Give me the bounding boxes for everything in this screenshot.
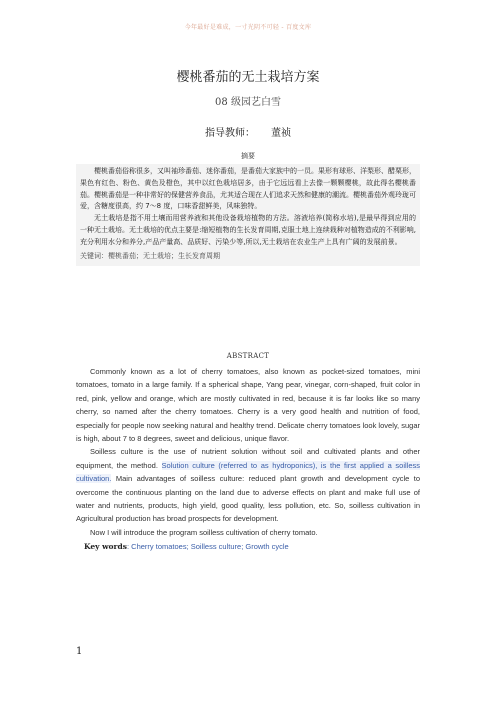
en-keywords-label: Key words <box>84 542 127 552</box>
en-p2-highlight: Solution culture (referred to as hydroponics), is the first applied a soilless cultivation. <box>76 460 420 484</box>
en-keywords-values: : Cherry tomatoes; Soilless culture; Growth cycle <box>126 542 289 552</box>
en-abstract-heading: ABSTRACT <box>226 352 270 360</box>
cn-abstract-paragraph-1: 樱桃番茄俗称很多，又叫袖珍番茄、迷你番茄，是番茄大家族中的一员。果形有球形、洋梨形、醋栗形，果色有红色、粉色、黄色及橙色，其中以红色栽培居多，由于它远远看上去像一颗颗樱桃，故此得名樱桃番茄。樱桃番茄是一种非常好的保健营养食品，尤其适合现在人们追求天然和健康的潮流。樱桃番茄外观玲珑可爱，含糖度很高，约 7～8 度，口味香甜鲜美，风味独特。 <box>80 167 416 211</box>
author-line: 08 级园艺白雪 <box>215 97 281 108</box>
advisor-label: 指导教师： <box>205 128 255 139</box>
en-abstract-paragraph-1: Commonly known as a lot of cherry tomatoes, also known as pocket-sized tomatoes, mini tomatoes, tomato in a large family. If a spherical shape, Yang pear, vinegar, corn-shaped, fruit color in red, pink, yellow and orange, which are mostly cultivated in red, because it is far looks like so many cherry, so named after the cherry tomatoes. Cherry is a very good health and nutrition of food, especially for people now seeking natural and healthy trend. Delicate cherry tomatoes look lovely, sugar is high, about 7 to 8 degrees, sweet and delicious, unique flavor. <box>76 367 420 444</box>
en-abstract-block <box>76 365 420 553</box>
en-p2-start: Soilless culture is the use of nutrient solution without soil and cultivated plants and other equipment, the method. <box>76 447 420 470</box>
cn-keywords: 关键词：樱桃番茄；无土栽培；生长发育周期 <box>80 251 220 260</box>
watermark-banner: 今年最好是难成，一寸光阴不可轻 - 百度文库 <box>184 24 312 31</box>
document-title: 樱桃番茄的无土栽培方案 <box>176 70 320 85</box>
cn-abstract-paragraph-2: 无土栽培是指不用土壤而用营养液和其他设备栽培植物的方法。溶液培养(简称水培),是最早得到应用的一种无土栽培。无土栽培的优点主要是:缩短植物的生长发育周期,克服土地上连续栽种对植物造成的不利影响,充分利用水分和养分,产品产量高、品质好、污染少等,所以,无土栽培在农业生产上具有广阔的发展前景。 <box>80 214 416 246</box>
cn-abstract-block <box>76 164 420 266</box>
page-number: 1 <box>76 646 83 657</box>
en-p2-end: Main advantages of soilless culture: reduced plant growth and development cycle to overcome the continuous planting on the land due to adverse effects on plant and make full use of water and nutrients, products, high yield, good quality, less pollution, etc. So, soilless cultivation in Agricultural production has broad prospects for development. <box>76 474 420 524</box>
advisor-line <box>0 124 496 139</box>
en-keywords <box>84 540 420 553</box>
en-abstract-paragraph-2 <box>76 445 420 525</box>
cn-abstract-heading: 摘要 <box>241 152 255 160</box>
en-abstract-paragraph-3: Now I will introduce the program soilless cultivation of cherry tomato. <box>90 527 318 537</box>
advisor-name: 董祯 <box>271 128 291 139</box>
